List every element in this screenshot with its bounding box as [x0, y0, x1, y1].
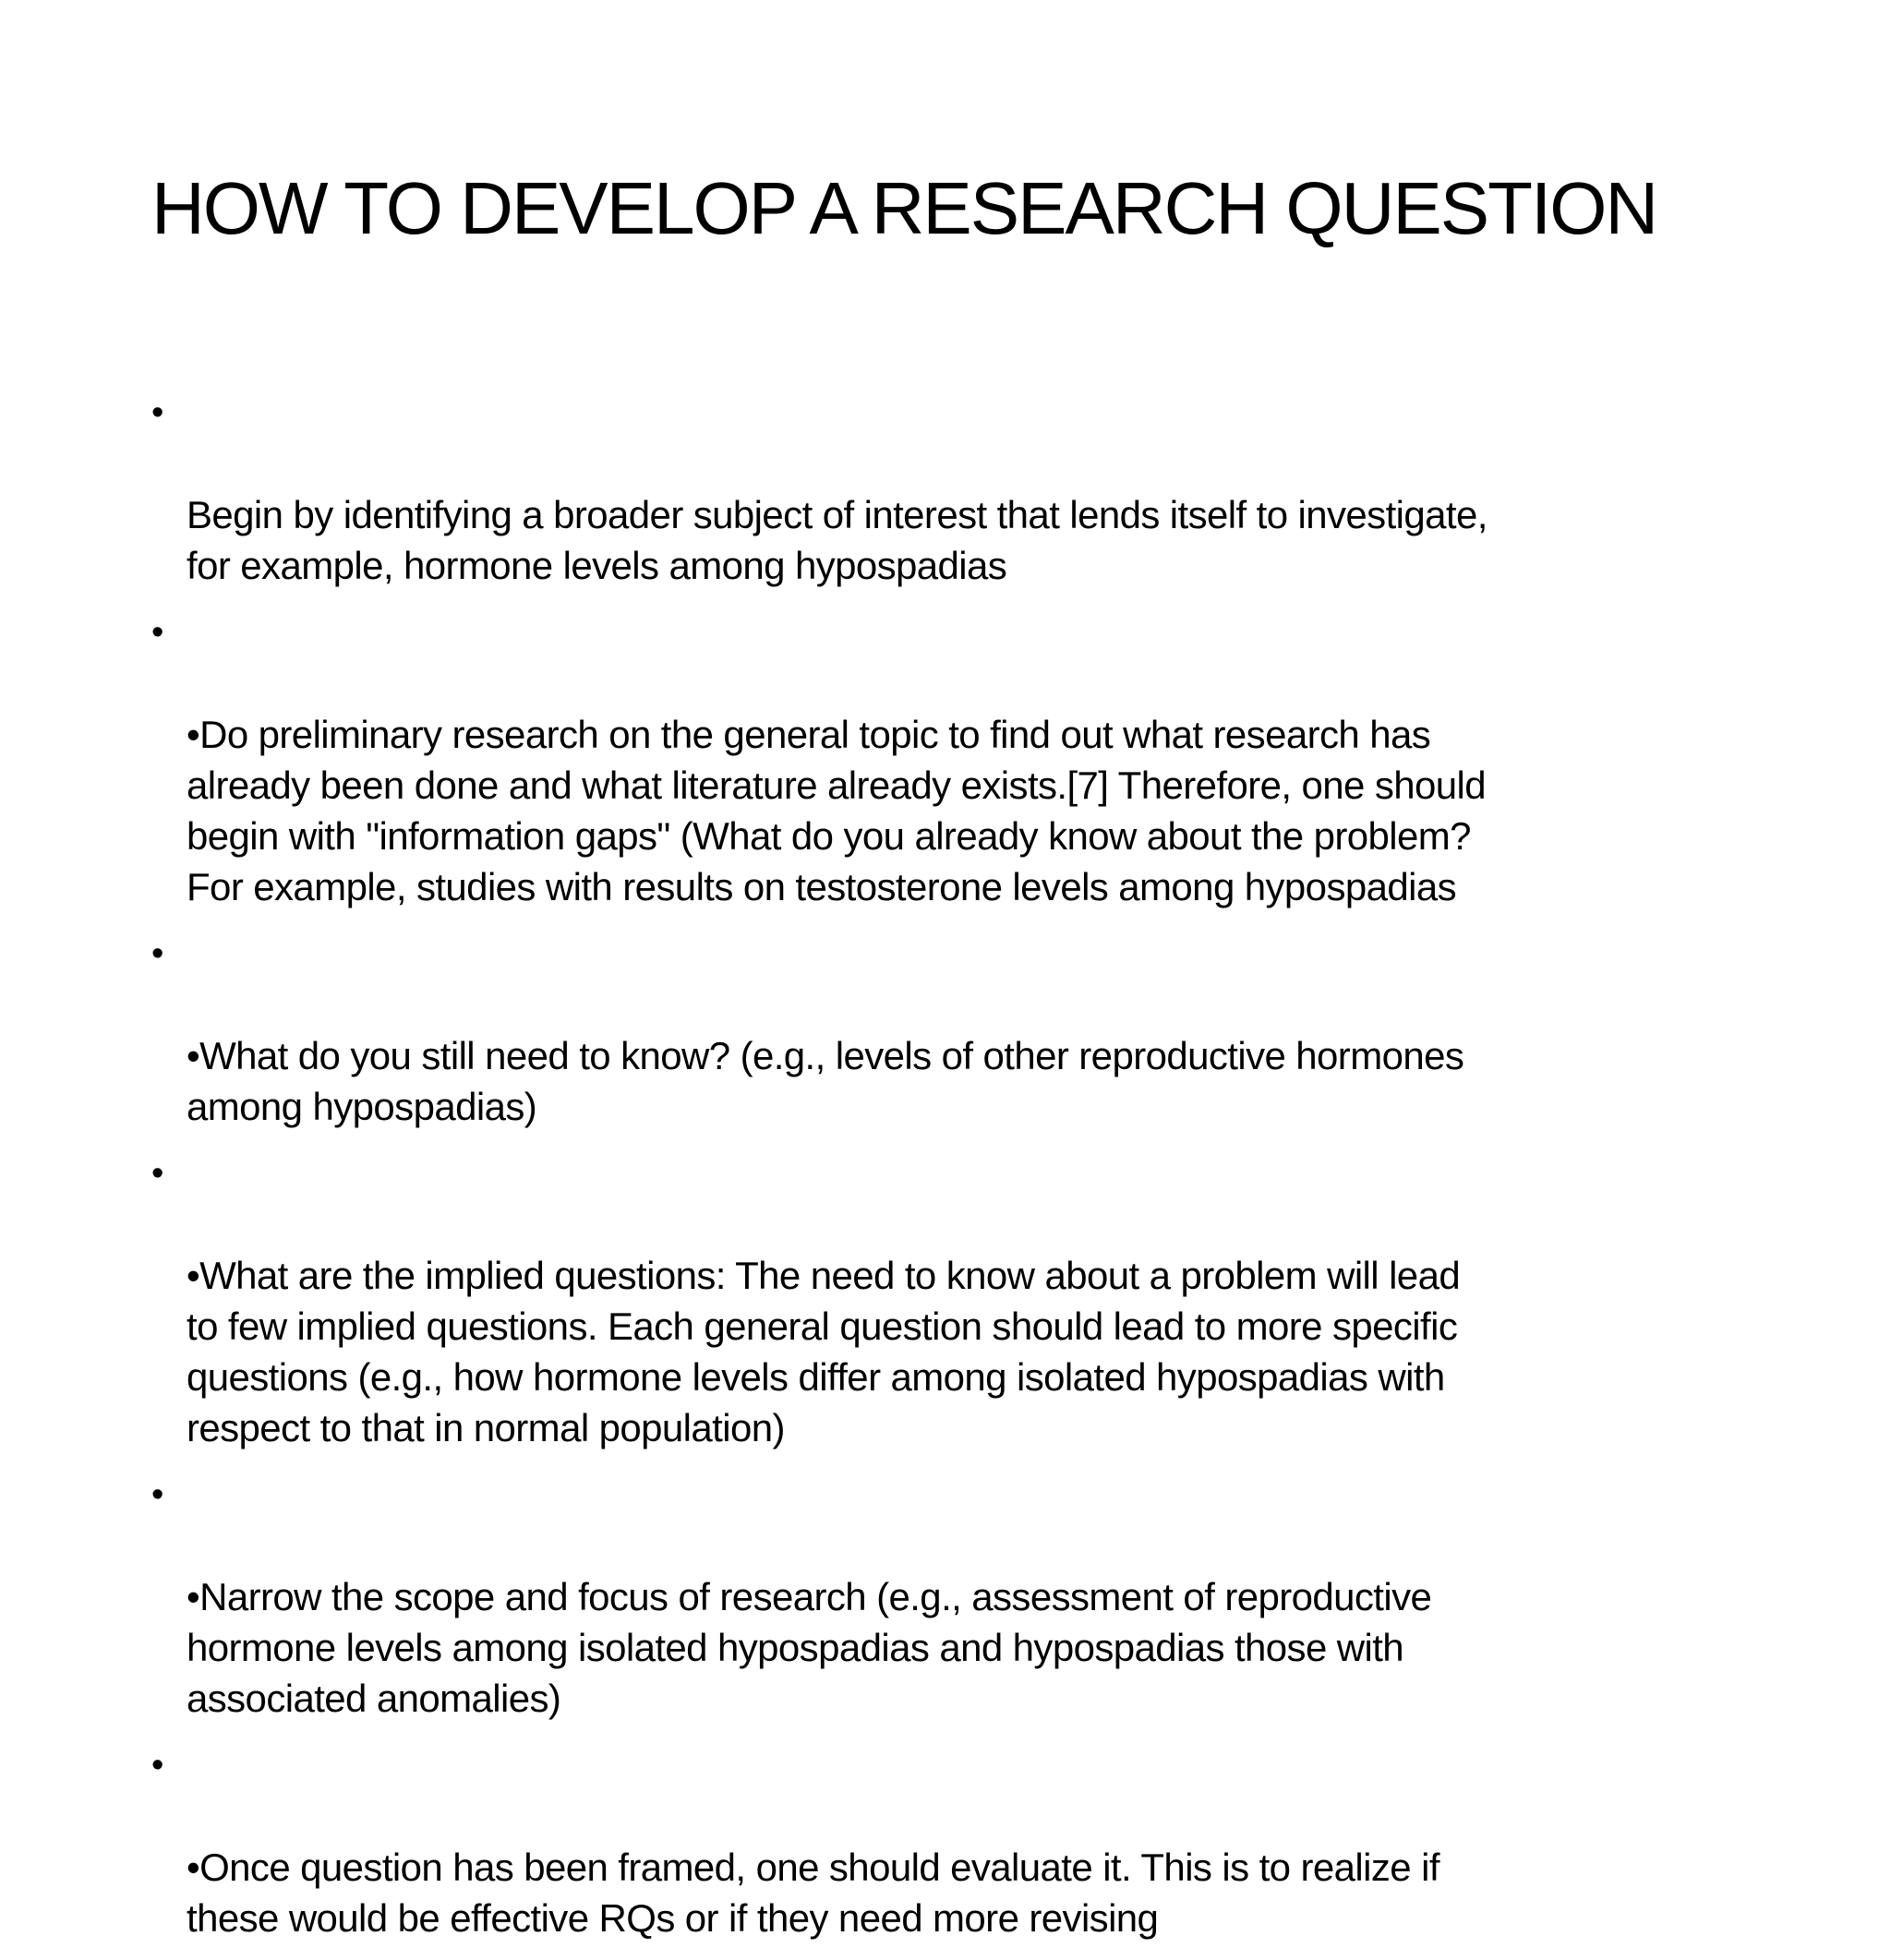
list-item — [151, 929, 1777, 1132]
bullet-text: •Narrow the scope and focus of research (e.g., assessment of reproductive hormone levels among isolated hypospadias and hypospadias those with associated anomalies) — [187, 1575, 1432, 1720]
bullet-text: Begin by identifying a broader subject of interest that lends itself to investigate, for example, hormone levels among hypospadias — [187, 493, 1488, 587]
bullet-text: •Do preliminary research on the general topic to find out what research has already been done and what literature already exists.[7] Therefore, one should begin with "information gaps" (What do you already know about the problem? For example, studies with results on testosterone levels among hypospadias — [187, 713, 1487, 908]
bullet-marker: • — [151, 613, 163, 652]
list-item — [151, 607, 1777, 912]
list-item — [151, 1148, 1777, 1453]
bullet-marker: • — [151, 934, 163, 973]
list-item — [151, 1740, 1777, 1943]
list-item — [151, 1470, 1777, 1724]
bullet-marker: • — [151, 1154, 163, 1193]
bullet-marker: • — [151, 1746, 163, 1785]
bullet-marker: • — [151, 1475, 163, 1514]
bullet-text: •What do you still need to know? (e.g., levels of other reproductive hormones among hypospadias) — [187, 1034, 1464, 1128]
bullet-text: •Once question has been framed, one should evaluate it. This is to realize if these would be effective RQs or if they need more revising — [187, 1846, 1439, 1940]
bullet-list — [151, 388, 1777, 1960]
bullet-marker: • — [151, 393, 163, 432]
bullet-text: •What are the implied questions: The need to know about a problem will lead to few implied questions. Each general question should lead to more specific questions (e.g., how hormone levels differ among isolated hypospadias with respect to that in normal population) — [187, 1254, 1461, 1449]
slide-title: HOW TO DEVELOP A RESEARCH QUESTION — [151, 167, 1657, 249]
list-item — [151, 388, 1777, 591]
